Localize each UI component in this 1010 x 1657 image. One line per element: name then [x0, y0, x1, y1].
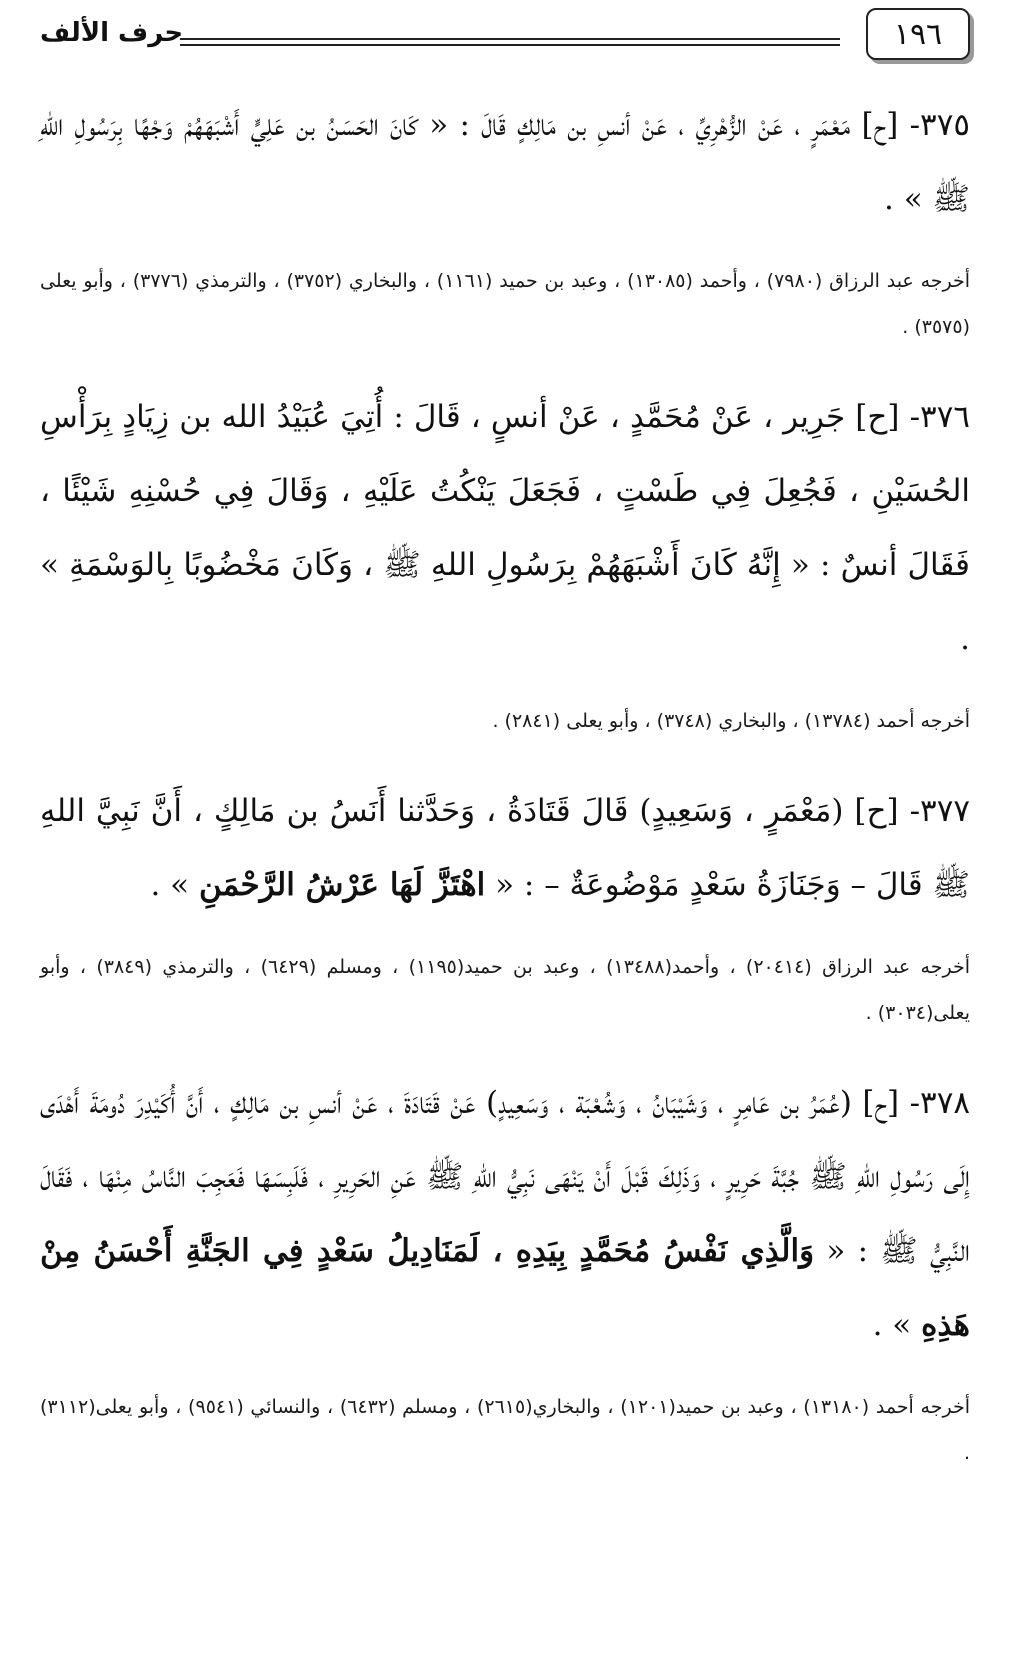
hadith-378-end: » .	[872, 1307, 922, 1343]
hadith-376: ٣٧٦- [ح] جَرِير ، عَنْ مُحَمَّدٍ ، عَنْ أنسٍ ، قَالَ : أُتِيَ عُبَيْدُ الله بن زِيَادٍ بِرَأْسِ الحُسَيْنِ ، فَجُعِلَ فِي طَسْتٍ ، فَجَعَلَ يَنْكُتُ عَلَيْهِ ، وَقَالَ فِي حُسْنِهِ شَيْئًا ، فَقَالَ أنسٌ : « إِنَّهُ كَانَ أَشْبَهَهُمْ بِرَسُولِ اللهِ ﷺ ، وَكَانَ مَخْضُوبًا بِالوَسْمَةِ » .	[40, 399, 970, 657]
takhrij-377: أخرجه عبد الرزاق (٢٠٤١٤) ، وأحمد(١٣٤٨٨) ، وعبد بن حميد(١١٩٥) ، ومسلم (٦٤٢٩) ، والترمذي (٣٨٤٩) ، وأبو يعلى(٣٠٣٤) .	[40, 956, 970, 1024]
header-rule	[180, 38, 840, 46]
hadith-378	[40, 1066, 970, 1362]
page-number: ١٩٦	[866, 8, 970, 60]
takhrij-378: أخرجه أحمد (١٣١٨٠) ، وعبد بن حميد(١٢٠١) ، والبخاري(٢٦١٥) ، ومسلم (٦٤٣٢) ، والنسائي (٩٥٤١) ، وأبو يعلى(٣١١٢) .	[40, 1396, 970, 1464]
page-header	[40, 8, 970, 60]
hadith-378-text: ٣٧٨- [ح] (عُمَرُ بن عَامِرٍ ، وَشَيْبَانُ ، وَشُعْبَة ، وَسَعِيدٍ) عَنْ قَتَادَةَ ، عَنْ أنسِ بن مَالِكٍ ، أَنَّ أُكَيْدِرَ دُومَةَ أَهْدَى إِلَى رَسُولِ اللهِ ﷺ جُبَّةَ حَرِيرٍ ، وَذَلِكَ قَبْلَ أَنْ يَنْهَى نَبِيُّ اللهِ ﷺ عَنِ الحَرِيرِ ، فَلَبِسَهَا فَعَجِبَ النَّاسُ مِنْهَا ، فَقَالَ النَّبِيُّ ﷺ : «	[40, 1085, 970, 1269]
hadith-377-text: ٣٧٧- [ح] (مَعْمَرٍ ، وَسَعِيدٍ) قَالَ قَتَادَةُ ، وَحَدَّثنا أَنَسُ بن مَالِكٍ ، أَنَّ نَبِيَّ اللهِ ﷺ قَالَ – وَجَنَازَةُ سَعْدٍ مَوْضُوعَةٌ – : «	[40, 793, 970, 903]
page-content	[40, 88, 970, 1506]
takhrij-375: أخرجه عبد الرزاق (٧٩٨٠) ، وأحمد (١٣٠٨٥) ، وعبد بن حميد (١١٦١) ، والبخاري (٣٧٥٢) ، والترمذي (٣٧٧٦) ، وأبو يعلى (٣٥٧٥) .	[40, 270, 971, 338]
takhrij-376: أخرجه أحمد (١٣٧٨٤) ، والبخاري (٣٧٤٨) ، وأبو يعلى (٢٨٤١) .	[492, 710, 970, 732]
hadith-377-end: » .	[150, 867, 199, 903]
hadith-375: ٣٧٥- [ح] مَعْمَرٍ ، عَنْ الزُّهْرِيِّ ، عَنْ أنسِ بن مَالِكٍ قَالَ : « كَانَ الحَسَنُ بن عَلِيٍّ أَشْبَهَهُمْ وَجْهًا بِرَسُولِ اللهِ ﷺ » .	[40, 107, 970, 217]
hadith-377	[40, 774, 970, 922]
hadith-377-quote: اهْتَزَّ لَهَا عَرْشُ الرَّحْمَنِ	[198, 867, 486, 903]
hadith-378-quote: وَالَّذِي نَفْسُ مُحَمَّدٍ بِيَدِهِ ، لَمَنَادِيلُ سَعْدٍ فِي الجَنَّةِ أَحْسَنُ مِنْ هَذِهِ	[40, 1233, 970, 1343]
chapter-title: حرف الألف	[40, 18, 184, 48]
